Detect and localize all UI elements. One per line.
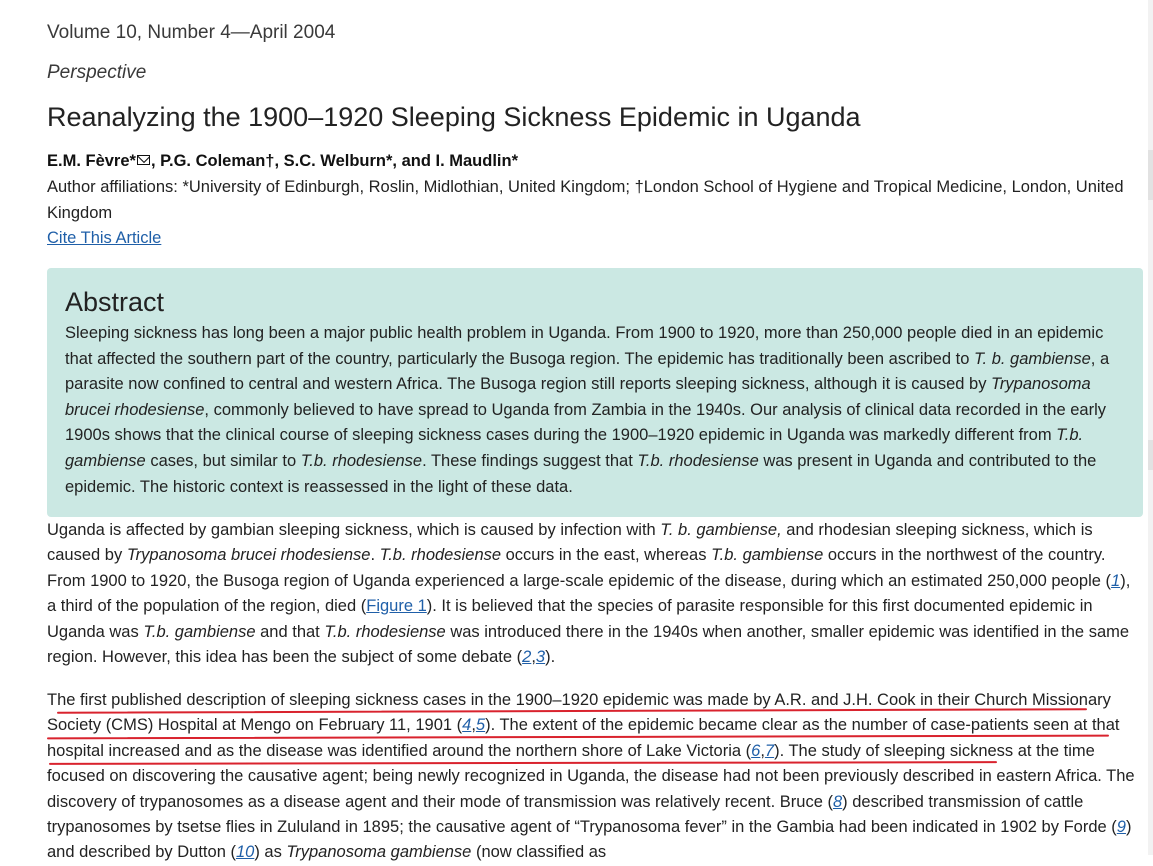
figure-1-link[interactable]: Figure 1	[366, 597, 427, 616]
author-list	[47, 152, 518, 171]
reference-link-7[interactable]: 7	[764, 741, 775, 760]
article-title: Reanalyzing the 1900–1920 Sleeping Sickness Epidemic in Uganda	[47, 102, 861, 132]
body-paragraph-1: Uganda is affected by gambian sleeping sickness, which is caused by infection with T. b. gambiense, and rhodesian sleeping sickness, which is caused by Trypanosoma brucei rhodesiense. T.b. rhodesiense occurs in the east, whereas T.b. gambiense occurs in the northwest of the country. From 1900 to 1920, the Busoga region of Uganda experienced a large-scale epidemic of the disease, during which an estimated 250,000 people (1), a third of the population of the region, died (Figure 1). It is believed that the species of parasite responsible for this first documented epidemic in Uganda was T.b. gambiense and that T.b. rhodesiense was introduced there in the 1940s when another, smaller epidemic was identified in the same region. However, this idea has been the subject of some debate (2,3).	[47, 521, 1131, 667]
reference-link-6[interactable]: 6	[751, 741, 761, 760]
abstract-text: Sleeping sickness has long been a major public health problem in Uganda. From 1900 to 1920, more than 250,000 people died in an epidemic that affected the southern part of the country, particularly the Busoga region. The epidemic has traditionally been ascribed to T. b. gambiense, a parasite now confined to central and western Africa. The Busoga region still reports sleeping sickness, although it is caused by Trypanosoma brucei rhodesiense, commonly believed to have spread to Uganda from Zambia in the 1940s. Our analysis of clinical data recorded in the early 1900s shows that the clinical course of sleeping sickness cases during the 1900–1920 epidemic in Uganda was markedly different from T.b. gambiense cases, but similar to T.b. rhodesiense. These findings suggest that T.b. rhodesiense was present in Uganda and contributed to the epidemic. The historic context is reassessed in the light of these data.	[65, 324, 1110, 496]
reference-link-4[interactable]: 4	[462, 716, 472, 735]
scrollbar[interactable]	[1148, 0, 1153, 855]
author-others: , P.G. Coleman†, S.C. Welburn*, and I. Maudlin*	[150, 152, 519, 170]
cite-article-link[interactable]: Cite This Article	[47, 229, 162, 247]
article-type: Perspective	[47, 62, 147, 83]
envelope-icon[interactable]	[137, 155, 150, 165]
scrollbar-thumb[interactable]	[1148, 150, 1153, 200]
reference-link-2[interactable]: 2	[522, 648, 532, 667]
reference-link-1[interactable]: 1	[1111, 571, 1121, 590]
scrollbar-marker	[1148, 440, 1153, 470]
volume-issue: Volume 10, Number 4—April 2004	[47, 22, 336, 43]
reference-link-8[interactable]: 8	[832, 792, 843, 811]
reference-link-3[interactable]: 3	[535, 648, 546, 667]
body-paragraph-2: The first published description of sleeping sickness cases in the 1900–1920 epidemic was made by A.R. and J.H. Cook in their Church Missionary Society (CMS) Hospital at Mengo on February 11, 1901 (4,5). The extent of the epidemic became clear as the number of case-patients seen at that hospital increased and as the disease was identified around the northern shore of Lake Victoria (6,7). The study of sleeping sickness at the time focused on discovering the causative agent; being newly recognized in Uganda, the disease had not been previously described in eastern Africa. The discovery of trypanosomes as a disease agent and their mode of transmission was relatively recent. Bruce (8) described transmission of cattle trypanosomes by tsetse flies in Zululand in 1895; the causative agent of “Trypanosoma fever” in the Gambia had been indicated in 1902 by Forde (9) and described by Dutton (10) as Trypanosoma gambiense (now classified as	[47, 691, 1135, 862]
abstract-heading: Abstract	[65, 287, 165, 317]
reference-link-9[interactable]: 9	[1116, 818, 1126, 837]
reference-link-10[interactable]: 10	[235, 843, 255, 862]
author-fevre[interactable]: E.M. Fèvre*	[47, 152, 136, 170]
reference-link-5[interactable]: 5	[475, 716, 486, 735]
author-affiliations: Author affiliations: *University of Edinburgh, Roslin, Midlothian, United Kingdom; †London School of Hygiene and Tropical Medicine, London, United Kingdom	[47, 178, 1124, 222]
